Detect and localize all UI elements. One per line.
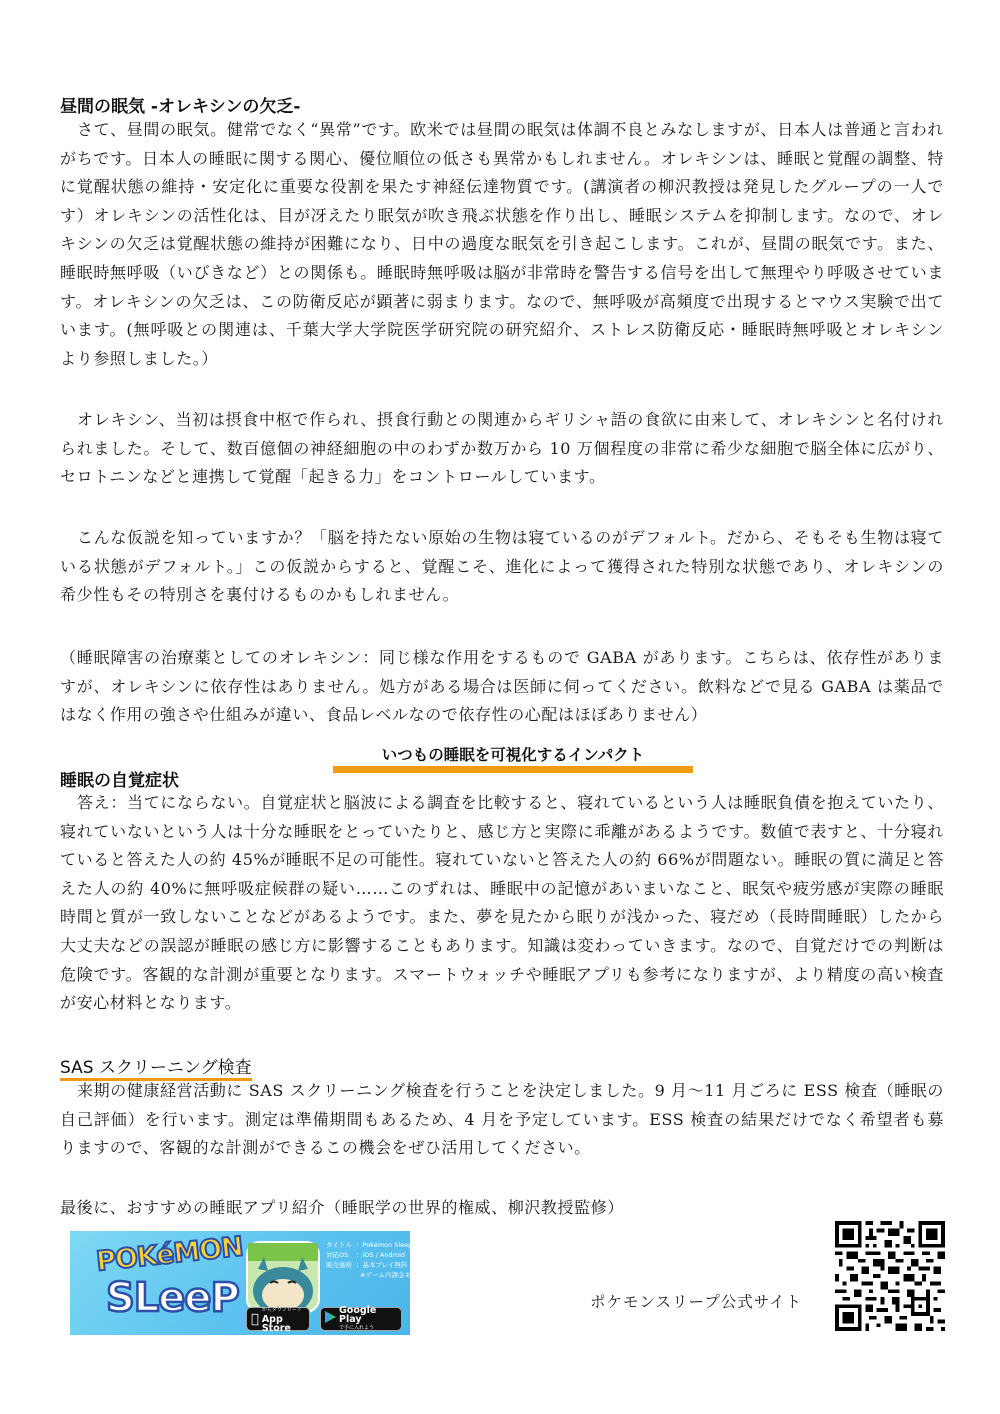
app-store-sub: からダウンロード [254, 1306, 295, 1313]
app-store-label: App Store [254, 1313, 284, 1334]
qr-code-icon[interactable] [835, 1221, 945, 1331]
app-info-row: 対応OS ：iOS / Android [326, 1251, 406, 1259]
app-info-value: iOS / Android [362, 1251, 406, 1259]
app-info-key: 販売価格 [326, 1261, 352, 1269]
play-store-icon [325, 1311, 336, 1327]
app-info-value: 基本プレイ無料 [362, 1261, 408, 1269]
pokemon-sleep-promo-banner[interactable] [70, 1231, 418, 1335]
app-store-button[interactable] [246, 1306, 310, 1334]
paragraph-orexin-origin: オレキシン、当初は摂食中枢で作られ、摂食行動との関連からギリシャ語の食欲に由来して、オレキシンと名付けれられました。そして、数百億個の神経細胞の中のわずか数万から 10 万個程度の非常に希少な細胞で脳全体に広がり、セロトニンなどと連携して覚醒「起きる力」をコントロールしています。 [60, 410, 944, 487]
paragraph-hypothesis: こんな仮説を知っていますか？「脳を持たない原始の生物は寝ているのがデフォルト。だから、そもそも生物は寝ている状態がデフォルト。」この仮説からすると、覚醒こそ、進化によって獲得された特別な状態であり、オレキシンの希少性もその特別さを裏付けるものかもしれません。 [60, 528, 944, 605]
app-info-key: 対応OS [326, 1251, 349, 1259]
section-title-sas-screening: SAS スクリーニング検査 [60, 1053, 252, 1081]
app-info-row: タイトル ：Pokémon Sleep [326, 1241, 413, 1249]
pokemon-logo: POKéMON [94, 1231, 245, 1278]
official-site-label: ポケモンスリープ公式サイト [590, 1293, 803, 1311]
paragraph-orexin-deficiency: さて、昼間の眠気。健常でなく“異常”です。欧米では昼間の眠気は体調不良とみなしますが、日本人は普通と言われがちです。日本人の睡眠に関する関心、優位順位の低さも異常かもしれません。オレキシンは、睡眠と覚醒の調整、特に覚醒状態の維持・安定化に重要な役割を果たす神経伝達物質です。(講演者の柳沢教授は発見したグループの一人です）オレキシンの活性化は、目が冴えたり眠気が吹き飛ぶ状態を作り出し、睡眠システムを抑制します。なので、オレキシンの欠乏は覚醒状態の維持が困難になり、日中の過度な眠気を引き起こします。これが、昼間の眠気です。また、睡眠時無呼吸（いびきなど）との関係も。睡眠時無呼吸は脳が非常時を警告する信号を出して無理やり呼吸させています。オレキシンの欠乏は、この防衛反応が顕著に弱まります。なので、無呼吸が高頻度で出現するとマウス実験で出ています。(無呼吸との関連は、千葉大学大学院医学研究院の研究紹介、ストレス防衛反応・睡眠時無呼吸とオレキシンより参照しました。） [60, 120, 944, 368]
google-play-label: Google Play [339, 1304, 377, 1325]
sleep-logo: SLeeP [106, 1275, 239, 1321]
app-info-row: 販売価格 ：基本プレイ無料 [326, 1261, 408, 1269]
app-info-value: ※ゲーム内課金あり [360, 1271, 418, 1279]
apple-icon [251, 1312, 259, 1327]
google-play-button[interactable] [320, 1304, 402, 1331]
app-info [326, 1240, 418, 1280]
section-title-subjective-symptoms: 睡眠の自覚症状 [60, 771, 179, 791]
closing-app-intro: 最後に、おすすめの睡眠アプリ紹介（睡眠学の世界的権威、柳沢教授監修） [60, 1198, 624, 1217]
app-icon[interactable] [246, 1241, 320, 1313]
paragraph-sas-screening: 来期の健康経営活動に SAS スクリーニング検査を行うことを決定しました。9 月〜11 月ごろに ESS 検査（睡眠の自己評価）を行います。測定は準備期間もあるため、4 月を予定しています。ESS 検査の結果だけでなく希望者も募りますので、客観的な計測ができるこの機会をぜひ活用してください。 [60, 1081, 944, 1158]
app-info-value: Pokémon Sleep [362, 1241, 413, 1249]
section-title-daytime-sleepiness: 昼間の眠気 -オレキシンの欠乏- [60, 97, 301, 117]
paragraph-gaba-note: （睡眠障害の治療薬としてのオレキシン：同じ様な作用をするもので GABA があります。こちらは、依存性がありますが、オレキシンに依存性はありません。処方がある場合は医師に伺ってください。飲料などで見る GABA は薬品ではなく作用の強さや仕組みが違い、食品レベルなので依存性の心配はほぼありません） [60, 648, 944, 725]
banner-visualize-sleep: いつもの睡眠を可視化するインパクト [333, 744, 693, 773]
app-info-row [326, 1270, 418, 1280]
snorlax-icon [248, 1243, 318, 1311]
app-info-key: タイトル [326, 1241, 352, 1249]
google-play-sub: で手に入れよう [339, 1324, 375, 1331]
paragraph-subjective-symptoms: 答え：当てにならない。自覚症状と脳波による調査を比較すると、寝れているという人は睡眠負債を抱えていたり、寝れていないという人は十分な睡眠をとっていたりと、感じ方と実際に乖離があるようです。数値で表すと、十分寝れていると答えた人の約 45%が睡眠不足の可能性。寝れていないと答えた人の約 66%が問題ない。睡眠の質に満足と答えた人の約 40%に無呼吸症候群の疑い……このずれは、睡眠中の記憶があいまいなこと、眠気や疲労感が実際の睡眠時間と質が一致しないことなどがあるようです。また、夢を見たから眠りが浅かった、寝だめ（長時間睡眠）したから大丈夫などの誤認が睡眠の感じ方に影響することもあります。知識は変わっていきます。なので、自覚だけでの判断は危険です。客観的な計測が重要となります。スマートウォッチや睡眠アプリも参考になりますが、より精度の高い検査が安心材料となります。 [60, 793, 944, 1013]
